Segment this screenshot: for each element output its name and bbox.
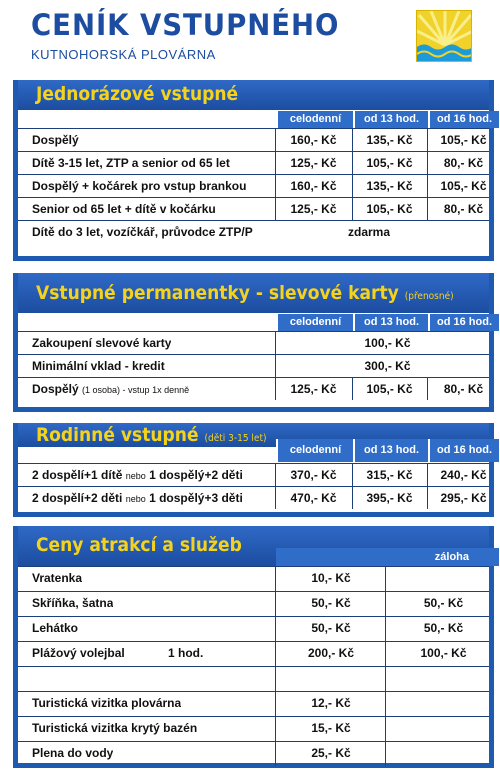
service-price: 12,- Kč (311, 696, 351, 710)
price-row (18, 354, 489, 377)
price-from-16: 80,- Kč (443, 202, 484, 216)
service-deposit: 100,- Kč (420, 646, 467, 660)
price-full-day: 160,- Kč (290, 179, 337, 193)
service-row (18, 741, 489, 766)
row-label-or: nebo (125, 471, 146, 481)
service-duration: 1 hod. (168, 646, 204, 660)
family-section (13, 423, 494, 517)
price-value: 300,- Kč (364, 359, 411, 373)
price-from-16: 105,- Kč (440, 133, 487, 147)
service-row (18, 641, 489, 666)
services-list (18, 566, 489, 766)
row-label (32, 378, 189, 400)
price-row (18, 377, 489, 400)
price-from-16: 295,- Kč (440, 491, 487, 505)
permanent-title (36, 282, 454, 304)
price-from-13: 105,- Kč (366, 156, 413, 170)
price-from-13: 315,- Kč (366, 468, 413, 482)
column-header-from-16: od 16 hod. (428, 439, 499, 462)
column-header-from-13: od 13 hod. (353, 439, 428, 462)
price-full-day: 470,- Kč (290, 491, 337, 505)
page-title: CENÍK VSTUPNÉHO (31, 8, 340, 42)
row-label-main: Dospělý (32, 382, 79, 396)
services-section (13, 526, 494, 768)
row-label: Minimální vklad - kredit (32, 359, 165, 373)
column-headers (18, 313, 492, 331)
row-label: Dospělý (32, 133, 79, 147)
service-row (18, 716, 489, 741)
row-label (32, 487, 243, 509)
service-price: 15,- Kč (311, 721, 351, 735)
service-label: Lehátko (32, 621, 79, 635)
service-deposit (388, 742, 499, 764)
row-label (32, 464, 243, 486)
permanent-header (18, 273, 489, 313)
price-row (18, 197, 489, 220)
service-price (276, 667, 386, 689)
service-deposit: 50,- Kč (423, 596, 464, 610)
price-row (18, 128, 489, 151)
service-deposit: 50,- Kč (423, 621, 464, 635)
row-label-b: 1 dospělý+3 děti (149, 491, 243, 505)
price-row (18, 151, 489, 174)
price-row (18, 463, 489, 486)
service-price: 50,- Kč (311, 621, 351, 635)
service-label: Skříňka, šatna (32, 596, 114, 610)
permanent-section (13, 273, 494, 412)
price-full-day: 125,- Kč (290, 156, 337, 170)
service-label: Plážový volejbal (32, 646, 125, 660)
row-label: Dítě 3-15 let, ZTP a senior od 65 let (32, 156, 230, 170)
column-header-from-16: od 16 hod. (428, 314, 499, 331)
services-header (18, 526, 489, 566)
service-price: 200,- Kč (307, 646, 355, 660)
deposit-header: záloha (276, 548, 499, 566)
price-from-16: 240,- Kč (440, 468, 487, 482)
service-label: Turistická vizitka plovárna (32, 696, 182, 710)
service-row (18, 566, 489, 591)
free-value: zdarma (348, 225, 391, 239)
sun-waves-logo-icon (416, 10, 472, 62)
price-full-day: 370,- Kč (290, 468, 337, 482)
row-label: Dospělý + kočárek pro vstup brankou (32, 179, 247, 193)
price-from-13: 395,- Kč (366, 491, 413, 505)
single-entry-section (13, 80, 494, 261)
row-label-a: 2 dospělí+1 dítě (32, 468, 123, 482)
row-label-note: (1 osoba) - vstup 1x denně (82, 385, 190, 395)
service-deposit (388, 717, 499, 739)
row-label: Dítě do 3 let, vozíčkář, průvodce ZTP/P (32, 225, 253, 239)
column-header-from-13: od 13 hod. (353, 314, 428, 331)
page-subtitle: KUTNOHORSKÁ PLOVÁRNA (31, 47, 216, 62)
row-label: Senior od 65 let + dítě v kočárku (32, 202, 216, 216)
column-headers (18, 110, 492, 128)
price-from-16: 105,- Kč (440, 179, 487, 193)
service-price: 10,- Kč (311, 571, 351, 585)
price-row (18, 486, 489, 509)
service-label: Turistická vizitka krytý bazén (32, 721, 198, 735)
column-header-from-16: od 16 hod. (428, 111, 499, 128)
service-row (18, 591, 489, 616)
price-full-day: 125,- Kč (290, 202, 337, 216)
column-headers (18, 444, 492, 463)
row-label-a: 2 dospělí+2 děti (32, 491, 123, 505)
price-from-13: 135,- Kč (366, 179, 413, 193)
row-label-or: nebo (125, 494, 146, 504)
service-label: Vratenka (32, 571, 83, 585)
page-header (0, 0, 500, 70)
service-price: 25,- Kč (311, 746, 351, 760)
service-price: 50,- Kč (311, 596, 351, 610)
column-header-full-day: celodenní (276, 439, 353, 462)
price-from-16: 80,- Kč (443, 156, 484, 170)
price-from-13: 135,- Kč (366, 133, 413, 147)
price-value: 100,- Kč (364, 336, 411, 350)
price-from-13: 105,- Kč (366, 382, 413, 396)
service-deposit (388, 692, 499, 714)
price-row (18, 331, 489, 354)
price-from-16: 80,- Kč (443, 382, 484, 396)
service-deposit (388, 667, 499, 689)
column-header-full-day: celodenní (276, 314, 353, 331)
single-entry-title: Jednorázové vstupné (36, 83, 239, 105)
column-header-full-day: celodenní (276, 111, 353, 128)
service-deposit (388, 567, 499, 589)
service-label: Plena do vody (32, 746, 114, 760)
free-entry-row (18, 220, 489, 243)
service-row (18, 666, 489, 691)
column-header-from-13: od 13 hod. (353, 111, 428, 128)
single-entry-header (18, 80, 489, 110)
row-label: Zakoupení slevové karty (32, 336, 172, 350)
family-note: (děti 3-15 let) (204, 433, 267, 444)
price-row (18, 174, 489, 197)
service-row (18, 616, 489, 641)
services-title: Ceny atrakcí a služeb (36, 534, 242, 556)
price-full-day: 125,- Kč (290, 382, 337, 396)
price-from-13: 105,- Kč (366, 202, 413, 216)
service-row (18, 691, 489, 716)
row-label-b: 1 dospělý+2 děti (149, 468, 243, 482)
permanent-title-text: Vstupné permanentky - slevové karty (36, 282, 399, 304)
family-title (36, 424, 267, 446)
price-full-day: 160,- Kč (290, 133, 337, 147)
family-title-text: Rodinné vstupné (36, 424, 199, 446)
permanent-note: (přenosné) (404, 291, 454, 302)
